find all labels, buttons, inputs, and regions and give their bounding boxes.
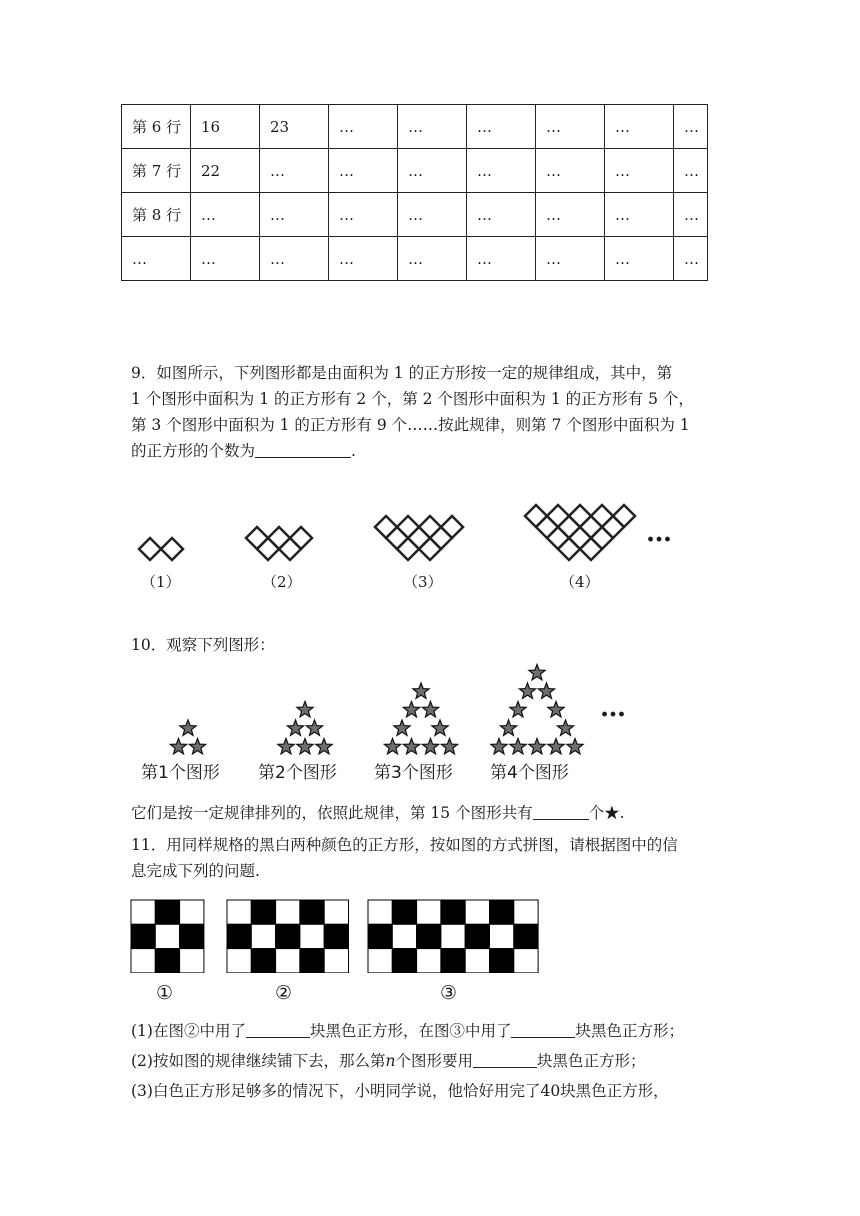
q9-line4-suffix: . bbox=[351, 442, 356, 460]
unit-square bbox=[386, 527, 408, 549]
table-cell: … bbox=[674, 237, 708, 281]
star-mark bbox=[567, 739, 583, 754]
q11-caption-1: ① bbox=[156, 982, 174, 1004]
white-tile bbox=[251, 924, 275, 948]
number-table bbox=[121, 104, 708, 281]
black-tile bbox=[441, 949, 465, 973]
q10-question-prefix: 它们是按一定规律排列的，依照此规律，第 15 个图形共有 bbox=[131, 804, 533, 822]
white-tile bbox=[155, 924, 179, 948]
q10-label-2: 第2个图形 bbox=[258, 763, 337, 783]
black-tile bbox=[324, 924, 348, 948]
q9-answer-blank bbox=[255, 441, 351, 458]
unit-square bbox=[257, 538, 279, 560]
table-cell: … bbox=[260, 237, 329, 281]
q11-caption-3: ③ bbox=[440, 982, 458, 1004]
q9-line2: 1 个图形中面积为 1 的正方形有 2 个，第 2 个图形中面积为 1 的正方形有 5 个， bbox=[131, 390, 694, 408]
black-tile bbox=[514, 924, 538, 948]
star-mark bbox=[403, 702, 419, 717]
unit-square bbox=[591, 527, 613, 549]
table-cell: … bbox=[191, 193, 260, 237]
q9-caption-3: （3） bbox=[403, 573, 443, 591]
q10-stars-group bbox=[170, 665, 583, 754]
star-mark bbox=[432, 720, 448, 735]
white-tile bbox=[300, 924, 324, 948]
q9-line4-prefix: 的正方形的个数为 bbox=[131, 442, 256, 460]
unit-square bbox=[397, 516, 419, 538]
star-mark bbox=[529, 665, 545, 680]
table-cell: … bbox=[467, 193, 536, 237]
star-mark bbox=[441, 739, 457, 754]
table-cell: … bbox=[398, 149, 467, 193]
q11-figure-2 bbox=[227, 900, 349, 973]
unit-square bbox=[397, 538, 419, 560]
table-cell: … bbox=[467, 237, 536, 281]
star-mark bbox=[538, 683, 554, 698]
q9-figure-2 bbox=[246, 527, 312, 560]
q11-line2: 息完成下列的问题. bbox=[131, 862, 260, 880]
unit-square bbox=[569, 527, 591, 549]
black-tile bbox=[417, 924, 441, 948]
q11-sub2-a: (2)按如图的规律继续铺下去，那么第 bbox=[131, 1052, 386, 1070]
black-tile bbox=[251, 900, 275, 924]
q11-sub1-c: 块黑色正方形； bbox=[575, 1022, 684, 1040]
unit-square bbox=[139, 538, 161, 560]
q10-label-1: 第1个图形 bbox=[141, 763, 220, 783]
black-tile bbox=[276, 924, 300, 948]
table-cell: … bbox=[467, 105, 536, 149]
q10-question-suffix: 个★. bbox=[588, 804, 625, 822]
q9-caption-4: （4） bbox=[560, 573, 600, 591]
table-cell: … bbox=[536, 237, 605, 281]
table-cell: 第 6 行 bbox=[122, 105, 191, 149]
unit-square bbox=[419, 516, 441, 538]
black-tile bbox=[441, 900, 465, 924]
q11-text bbox=[131, 832, 731, 884]
unit-square bbox=[536, 516, 558, 538]
black-tile bbox=[392, 900, 416, 924]
table-cell: … bbox=[329, 237, 398, 281]
white-tile bbox=[441, 924, 465, 948]
table-cell: … bbox=[605, 237, 674, 281]
white-tile bbox=[514, 900, 538, 924]
unit-square bbox=[161, 538, 183, 560]
black-tile bbox=[155, 949, 179, 973]
star-mark bbox=[548, 739, 564, 754]
q10-answer-blank bbox=[533, 803, 589, 820]
white-tile bbox=[368, 900, 392, 924]
q9-figure-1 bbox=[139, 538, 183, 560]
table-row bbox=[122, 149, 708, 193]
q11-sub1-blank-2 bbox=[511, 1021, 575, 1038]
q11-sub1-a: (1)在图②中用了 bbox=[131, 1022, 246, 1040]
white-tile bbox=[465, 900, 489, 924]
table-cell: … bbox=[398, 237, 467, 281]
q10-question bbox=[131, 800, 731, 826]
white-tile bbox=[392, 924, 416, 948]
table-cell: … bbox=[329, 149, 398, 193]
star-mark bbox=[403, 739, 419, 754]
white-tile bbox=[417, 900, 441, 924]
q11-figure-3 bbox=[368, 900, 538, 973]
star-mark bbox=[422, 739, 438, 754]
star-mark bbox=[548, 702, 564, 717]
q9-text bbox=[131, 360, 731, 464]
unit-square bbox=[279, 538, 301, 560]
table-cell: … bbox=[191, 237, 260, 281]
table-row bbox=[122, 193, 708, 237]
white-tile bbox=[227, 949, 251, 973]
star-mark bbox=[491, 739, 507, 754]
star-mark bbox=[510, 702, 526, 717]
star-mark bbox=[189, 739, 205, 754]
table-cell: … bbox=[605, 193, 674, 237]
star-mark bbox=[394, 720, 410, 735]
star-mark bbox=[529, 739, 545, 754]
unit-square bbox=[290, 527, 312, 549]
unit-square bbox=[580, 538, 602, 560]
q11-sub2-blank bbox=[473, 1051, 537, 1068]
black-tile bbox=[392, 949, 416, 973]
white-tile bbox=[131, 949, 155, 973]
q11-sub2-c: 块黑色正方形； bbox=[536, 1052, 646, 1070]
q11-sub1-b: 块黑色正方形，在图③中用了 bbox=[309, 1022, 512, 1040]
table-cell: … bbox=[536, 105, 605, 149]
unit-square bbox=[558, 538, 580, 560]
q9-line4 bbox=[131, 438, 731, 464]
q9-figure-4 bbox=[525, 505, 635, 560]
unit-square bbox=[602, 516, 624, 538]
q11-sub2 bbox=[131, 1048, 751, 1074]
q9-figure-3 bbox=[375, 516, 463, 560]
black-tile bbox=[490, 949, 514, 973]
unit-square bbox=[430, 527, 452, 549]
table-cell: 第 8 行 bbox=[122, 193, 191, 237]
q11-sub1 bbox=[131, 1018, 751, 1044]
black-tile bbox=[227, 924, 251, 948]
star-mark bbox=[422, 702, 438, 717]
q11-sub1-blank-1 bbox=[246, 1021, 310, 1038]
star-mark bbox=[180, 720, 196, 735]
black-tile bbox=[131, 924, 155, 948]
black-tile bbox=[465, 924, 489, 948]
q9-caption-2: （2） bbox=[262, 573, 302, 591]
table-cell: … bbox=[605, 105, 674, 149]
table-cell: 16 bbox=[191, 105, 260, 149]
black-tile bbox=[300, 949, 324, 973]
q11-sub2-n: n bbox=[385, 1052, 396, 1070]
white-tile bbox=[276, 949, 300, 973]
table-cell: 22 bbox=[191, 149, 260, 193]
star-mark bbox=[510, 739, 526, 754]
q10-ellipsis: … bbox=[600, 693, 624, 723]
table-row bbox=[122, 105, 708, 149]
table-cell: … bbox=[122, 237, 191, 281]
unit-square bbox=[375, 516, 397, 538]
black-tile bbox=[490, 900, 514, 924]
white-tile bbox=[465, 949, 489, 973]
q11-tile-figures bbox=[0, 898, 860, 973]
white-tile bbox=[514, 949, 538, 973]
unit-square bbox=[547, 505, 569, 527]
star-mark bbox=[316, 739, 332, 754]
white-tile bbox=[227, 900, 251, 924]
star-mark bbox=[278, 739, 294, 754]
star-mark bbox=[297, 739, 313, 754]
table-cell: … bbox=[329, 193, 398, 237]
q9-line3: 第 3 个图形中面积为 1 的正方形有 9 个……按此规律，则第 7 个图形中面积为 1 bbox=[131, 416, 690, 434]
q10-star-figures bbox=[0, 655, 860, 765]
white-tile bbox=[324, 949, 348, 973]
black-tile bbox=[368, 924, 392, 948]
table-cell: … bbox=[467, 149, 536, 193]
q10-label-3: 第3个图形 bbox=[374, 763, 453, 783]
table-cell: 第 7 行 bbox=[122, 149, 191, 193]
white-tile bbox=[131, 900, 155, 924]
table-cell: … bbox=[398, 193, 467, 237]
table-cell: … bbox=[398, 105, 467, 149]
white-tile bbox=[180, 949, 204, 973]
table-row bbox=[122, 237, 708, 281]
q11-line1: 11．用同样规格的黑白两种颜色的正方形，按如图的方式拼图，请根据图中的信 bbox=[131, 836, 678, 854]
q9-line1: 9．如图所示，下列图形都是由面积为 1 的正方形按一定的规律组成，其中，第 bbox=[131, 364, 673, 382]
white-tile bbox=[368, 949, 392, 973]
table-cell: 23 bbox=[260, 105, 329, 149]
black-tile bbox=[251, 949, 275, 973]
star-mark bbox=[306, 720, 322, 735]
unit-square bbox=[547, 527, 569, 549]
star-mark bbox=[297, 702, 313, 717]
star-mark bbox=[413, 683, 429, 698]
unit-square bbox=[569, 505, 591, 527]
q10-label-4: 第4个图形 bbox=[490, 763, 569, 783]
unit-square bbox=[613, 505, 635, 527]
q11-sub2-b: 个图形要用 bbox=[395, 1052, 473, 1070]
table-cell: … bbox=[674, 105, 708, 149]
unit-square bbox=[580, 516, 602, 538]
white-tile bbox=[276, 900, 300, 924]
table-cell: … bbox=[674, 149, 708, 193]
q11-figure-1 bbox=[131, 900, 204, 973]
star-mark bbox=[519, 683, 535, 698]
black-tile bbox=[300, 900, 324, 924]
star-mark bbox=[384, 739, 400, 754]
white-tile bbox=[417, 949, 441, 973]
table-cell: … bbox=[260, 149, 329, 193]
black-tile bbox=[155, 900, 179, 924]
table-cell: … bbox=[536, 193, 605, 237]
unit-square bbox=[246, 527, 268, 549]
table-cell: … bbox=[674, 193, 708, 237]
table-cell: … bbox=[605, 149, 674, 193]
unit-square bbox=[558, 516, 580, 538]
unit-square bbox=[591, 505, 613, 527]
unit-square bbox=[525, 505, 547, 527]
unit-square bbox=[268, 527, 290, 549]
unit-square bbox=[441, 516, 463, 538]
star-mark bbox=[287, 720, 303, 735]
star-mark bbox=[170, 739, 186, 754]
q9-caption-1: （1） bbox=[141, 573, 181, 591]
table-cell: … bbox=[329, 105, 398, 149]
white-tile bbox=[490, 924, 514, 948]
q10-prompt: 10．观察下列图形： bbox=[131, 636, 275, 654]
white-tile bbox=[324, 900, 348, 924]
black-tile bbox=[180, 924, 204, 948]
unit-square bbox=[408, 527, 430, 549]
q9-ellipsis: … bbox=[646, 518, 670, 548]
q11-caption-2: ② bbox=[275, 982, 293, 1004]
table-cell: … bbox=[260, 193, 329, 237]
q11-sub3: (3)白色正方形足够多的情况下，小明同学说，他恰好用完了40块黑色正方形， bbox=[131, 1082, 669, 1100]
white-tile bbox=[180, 900, 204, 924]
table-cell: … bbox=[536, 149, 605, 193]
unit-square bbox=[419, 538, 441, 560]
q11-subquestions bbox=[131, 1018, 751, 1104]
star-mark bbox=[557, 720, 573, 735]
star-mark bbox=[500, 720, 516, 735]
